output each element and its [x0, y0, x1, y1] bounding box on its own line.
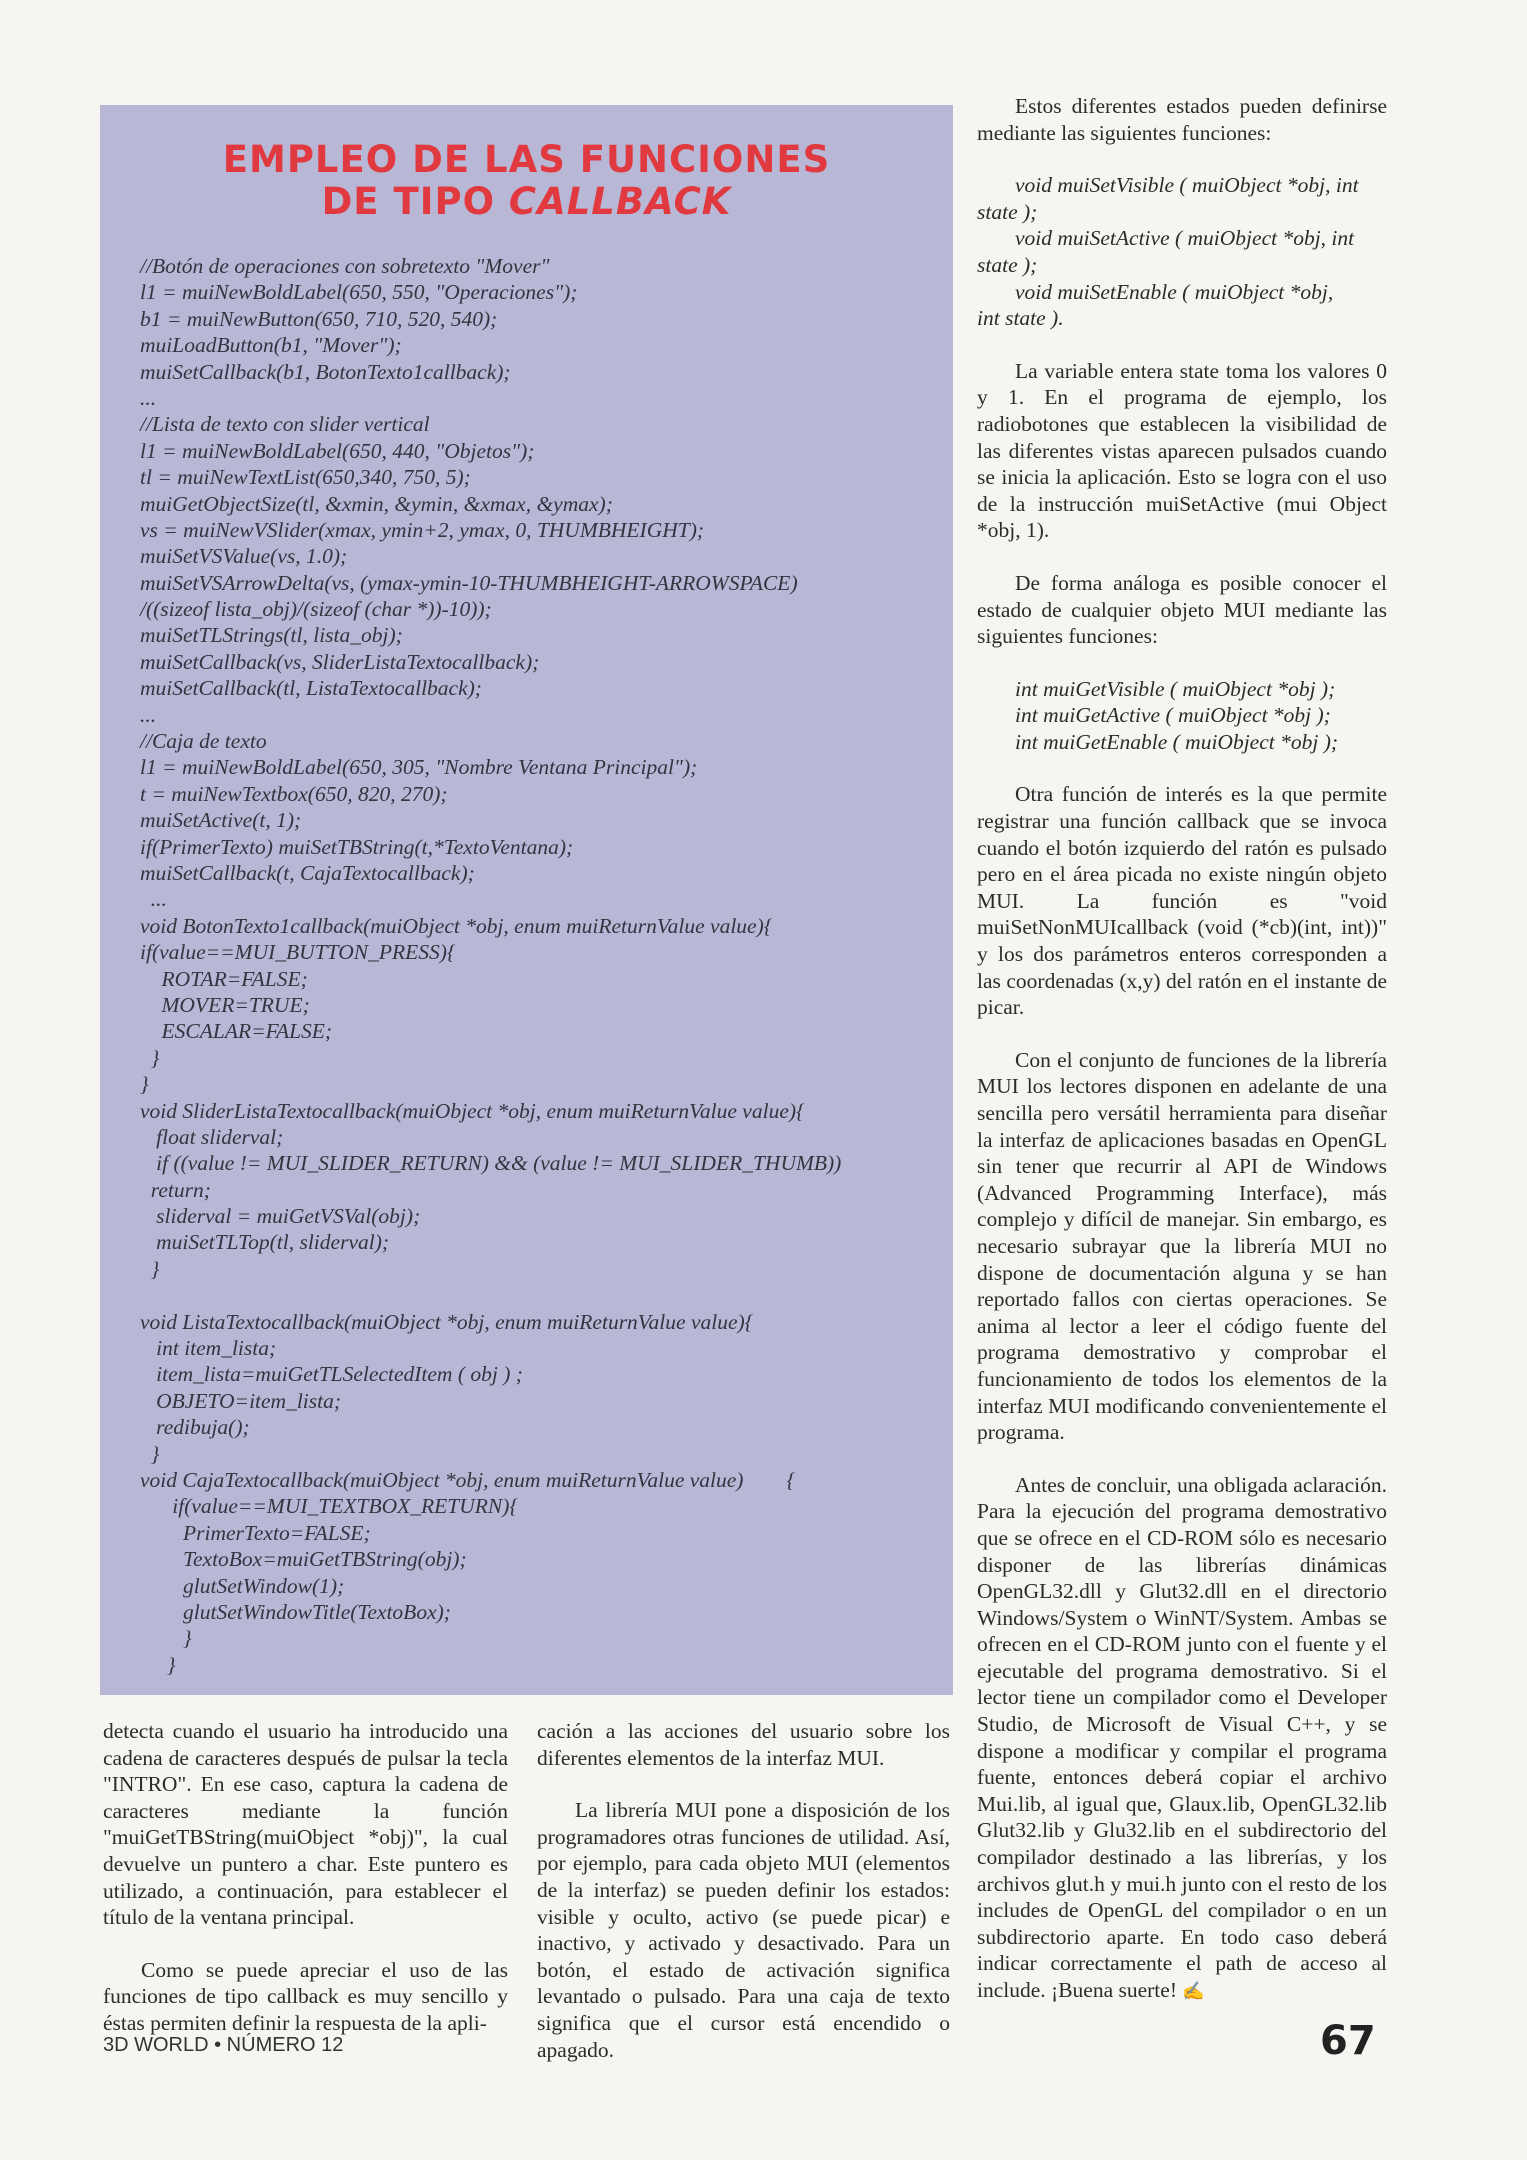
code-line: if ((value != MUI_SLIDER_RETURN) && (value != MUI_SLIDER_THUMB))	[140, 1151, 842, 1176]
column-2	[537, 1718, 950, 2089]
page-number: 67	[1320, 2018, 1376, 2064]
sidebar-title-italic: CALLBACK	[508, 180, 732, 223]
code-line: glutSetWindow(1);	[140, 1573, 345, 1598]
code-line: muiLoadButton(b1, "Mover");	[140, 333, 402, 358]
code-line: muiSetActive(t, 1);	[140, 808, 302, 833]
code-line: sliderval = muiGetVSVal(obj);	[140, 1204, 421, 1229]
column-3	[977, 93, 1387, 2031]
code-line: TextoBox=muiGetTBString(obj);	[140, 1547, 467, 1572]
get-function-1: int muiGetVisible ( muiObject *obj );	[1015, 676, 1336, 701]
footer-magazine: 3D WORLD • NÚMERO 12	[103, 2034, 344, 2056]
code-line: //Lista de texto con slider vertical	[140, 412, 430, 437]
code-line: void SliderListaTextocallback(muiObject *obj, enum muiReturnValue value){	[140, 1098, 805, 1123]
code-line: if(value==MUI_TEXTBOX_RETURN){	[140, 1494, 518, 1519]
code-line: //Caja de texto	[140, 729, 267, 754]
get-functions-list	[977, 676, 1387, 756]
col1-paragraph-1: detecta cuando el usuario ha introducido una cadena de caracteres después de pulsar la tecla "INTRO". En ese caso, captura la cadena de caracteres mediante la función "muiGetTBString(muiObject *obj)", la cual devuelve un puntero a char. Este puntero es utilizado, a continuación, para establecer el título de la ventana principal.	[103, 1719, 508, 1930]
code-line: int item_lista;	[140, 1336, 277, 1361]
code-line: muiSetCallback(t, CajaTextocallback);	[140, 860, 475, 885]
column-1	[103, 1718, 508, 2063]
code-line: }	[140, 1441, 160, 1466]
code-line: ...	[140, 385, 157, 410]
code-line: muiSetTLTop(tl, sliderval);	[140, 1230, 390, 1255]
col3-paragraph-3: De forma análoga es posible conocer el estado de cualquier objeto MUI mediante las siguientes funciones:	[977, 570, 1387, 649]
get-function-2: int muiGetActive ( muiObject *obj );	[1015, 703, 1331, 728]
code-sidebar-box	[100, 105, 953, 1695]
code-line: ...	[140, 887, 167, 912]
code-line: }	[140, 1626, 192, 1651]
set-function-2: void muiSetActive ( muiObject *obj, int	[1015, 226, 1355, 251]
col1-paragraph-2: Como se puede apreciar el uso de las funciones de tipo callback es muy sencillo y éstas permiten definir la respuesta de la apli-	[103, 1957, 508, 2035]
code-line: /((sizeof lista_obj)/(sizeof (char *))-10));	[140, 597, 492, 622]
get-function-3: int muiGetEnable ( muiObject *obj );	[1015, 729, 1339, 754]
code-line	[140, 1282, 940, 1308]
code-line: l1 = muiNewBoldLabel(650, 550, "Operaciones");	[140, 280, 578, 305]
code-line: if(value==MUI_BUTTON_PRESS){	[140, 940, 456, 965]
col3-paragraph-4: Otra función de interés es la que permite registrar una función callback que se invoca cuando el botón izquierdo del ratón es pulsado pero en el área picada no existe ningún objeto MUI. La función es "void muiSetNonMUIcallback (void (*cb)(int, int))" y los dos parámetros enteros corresponden a las coordenadas (x,y) del ratón en el instante de picar.	[977, 782, 1387, 1020]
set-function-3: void muiSetEnable ( muiObject *obj,	[1015, 279, 1334, 304]
code-line: }	[140, 1072, 149, 1097]
code-line: }	[140, 1652, 176, 1677]
sidebar-title	[100, 139, 953, 223]
code-line: vs = muiNewVSlider(xmax, ymin+2, ymax, 0, THUMBHEIGHT);	[140, 517, 705, 542]
set-function-1: void muiSetVisible ( muiObject *obj, int	[1015, 173, 1359, 198]
code-line: //Botón de operaciones con sobretexto "Mover"	[140, 254, 550, 278]
code-line: muiGetObjectSize(tl, &xmin, &ymin, &xmax, &ymax);	[140, 491, 613, 516]
col3-paragraph-1: Estos diferentes estados pueden definirse mediante las siguientes funciones:	[977, 94, 1387, 145]
code-line: void ListaTextocallback(muiObject *obj, enum muiReturnValue value){	[140, 1309, 754, 1334]
set-function-3-cont: int state ).	[977, 306, 1064, 331]
code-line: l1 = muiNewBoldLabel(650, 440, "Objetos");	[140, 438, 535, 463]
col3-paragraph-2: La variable entera state toma los valores 0 y 1. En el programa de ejemplo, los radiobotones que establecen la visibilidad de las diferentes vistas aparecen pulsados cuando se inicia la aplicación. Esto se logra con el uso de la instrucción muiSetActive (mui Object *obj, 1).	[977, 358, 1387, 543]
code-line: b1 = muiNewButton(650, 710, 520, 540);	[140, 306, 498, 331]
code-line: OBJETO=item_lista;	[140, 1388, 342, 1413]
code-listing	[140, 253, 940, 1678]
sidebar-title-line-2	[100, 181, 953, 223]
code-line: muiSetVSValue(vs, 1.0);	[140, 544, 348, 569]
code-line: PrimerTexto=FALSE;	[140, 1520, 371, 1545]
sidebar-title-prefix: DE TIPO	[321, 180, 509, 223]
code-line: MOVER=TRUE;	[140, 992, 310, 1017]
col2-paragraph-1: cación a las acciones del usuario sobre los diferentes elementos de la interfaz MUI.	[537, 1719, 950, 1770]
code-line: ROTAR=FALSE;	[140, 966, 308, 991]
sidebar-title-line-1: EMPLEO DE LAS FUNCIONES	[222, 138, 831, 181]
set-functions-list	[977, 172, 1387, 332]
code-line: redibuja();	[140, 1415, 250, 1440]
col3-paragraph-6	[977, 1472, 1387, 2005]
end-mark-icon: ✍	[1182, 1981, 1205, 2001]
code-line: muiSetCallback(vs, SliderListaTextocallback);	[140, 649, 540, 674]
code-line: muiSetCallback(tl, ListaTextocallback);	[140, 676, 482, 701]
code-line: muiSetVSArrowDelta(vs, (ymax-ymin-10-THUMBHEIGHT-ARROWSPACE)	[140, 570, 798, 595]
code-line: muiSetTLStrings(tl, lista_obj);	[140, 623, 403, 648]
code-line: if(PrimerTexto) muiSetTBString(t,*TextoVentana);	[140, 834, 574, 859]
code-line: void BotonTexto1callback(muiObject *obj, enum muiReturnValue value){	[140, 913, 773, 938]
col3-paragraph-5: Con el conjunto de funciones de la librería MUI los lectores disponen en adelante de una sencilla pero versátil herramienta para diseñar la interfaz de aplicaciones basadas en OpenGL sin tener que recurrir al API de Windows (Advanced Programming Interface), más complejo y difícil de manejar. Sin embargo, es necesario subrayar que la librería MUI no dispone de documentación alguna y se han reportado fallos con ciertas operaciones. Se anima al lector a leer el código fuente del programa demostrativo y comprobar el funcionamiento de todos los elementos de la interfaz MUI modificando convenientemente el programa.	[977, 1047, 1387, 1445]
code-line: item_lista=muiGetTLSelectedItem ( obj ) ;	[140, 1362, 523, 1387]
code-line: return;	[140, 1177, 211, 1202]
set-function-1-cont: state );	[977, 199, 1038, 224]
code-line: }	[140, 1256, 160, 1281]
code-line: muiSetCallback(b1, BotonTexto1callback);	[140, 359, 511, 384]
code-line: float sliderval;	[140, 1124, 284, 1149]
set-function-2-cont: state );	[977, 252, 1038, 277]
code-line: tl = muiNewTextList(650,340, 750, 5);	[140, 465, 471, 490]
code-line: ...	[140, 702, 157, 727]
col2-paragraph-2: La librería MUI pone a disposición de los programadores otras funciones de utilidad. Así, por ejemplo, para cada objeto MUI (elementos de la interfaz) se pueden definir los estados: visible y oculto, activo (se puede picar) e inactivo, y activado y desactivado. Para un botón, el estado de activación significa levantado o pulsado. Para una caja de texto significa que el cursor está encendido o apagado.	[537, 1798, 950, 2062]
col3-paragraph-6-text: Antes de concluir, una obligada aclaración. Para la ejecución del programa demostrativo que se ofrece en el CD-ROM sólo es necesario disponer de las librerías dinámicas OpenGL32.dll y Glut32.dll en el directorio Windows/System o WinNT/System. Ambas se ofrecen en el CD-ROM junto con el fuente y el ejecutable del programa demostrativo. Si el lector tiene un compilador como el Developer Studio, de Microsoft de Visual C++, y se dispone a modificar y compilar el programa fuente, entonces deberá copiar el archivo Mui.lib, al igual que, Glaux.lib, OpenGL32.lib Glut32.lib y Glu32.lib en el subdirectorio del compilador destinado a las librerías, y los archivos glut.h y mui.h junto con el resto de los includes de OpenGL del compilador o en un subdirectorio aparte. En todo caso deberá indicar correctamente el path de acceso al include. ¡Buena suerte!	[977, 1472, 1387, 2002]
code-line: }	[140, 1045, 160, 1070]
code-line: ESCALAR=FALSE;	[140, 1019, 333, 1044]
code-line: t = muiNewTextbox(650, 820, 270);	[140, 781, 448, 806]
code-line: l1 = muiNewBoldLabel(650, 305, "Nombre Ventana Principal");	[140, 755, 698, 780]
code-line: glutSetWindowTitle(TextoBox);	[140, 1599, 451, 1624]
code-line: void CajaTextocallback(muiObject *obj, enum muiReturnValue value) {	[140, 1467, 796, 1492]
